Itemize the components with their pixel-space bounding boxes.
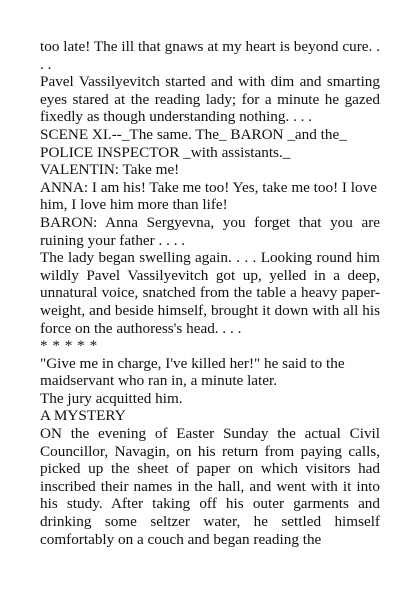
- paragraph-give-me-in-charge: "Give me in charge, I've killed her!" he said to the maidservant who ran in, a minute later.: [40, 354, 345, 390]
- paragraph-baron-line: BARON: Anna Sergyevna, you forget that you are ruining your father . . . .: [40, 213, 380, 249]
- paragraph-jury-acquitted: The jury acquitted him.: [40, 389, 183, 407]
- paragraph-lady-swelling: The lady began swelling again. . . . Looking round him wildly Pavel Vassilyevitch got up, yelled in a deep, unnatural voice, snatched from the table a heavy paper-weight, and beside himself, brought it down with all his force on the authoress's head. . . .: [40, 249, 380, 337]
- paragraph-scene-xi: SCENE XI.--_The same. The_ BARON _and the_ POLICE INSPECTOR _with assistants._: [40, 125, 347, 161]
- paragraph-anna-line: ANNA: I am his! Take me too! Yes, take me too! I love him, I love him more than life!: [40, 178, 377, 214]
- paragraph-easter-sunday: ON the evening of Easter Sunday the actual Civil Councillor, Navagin, on his return from paying calls, picked up the sheet of paper on which visitors had inscribed their names in the hall, and went with it into his study. After taking off his outer garments and drinking some seltzer water, he settled himself comfortably on a couch and began reading the: [40, 425, 380, 548]
- paragraph-pavel-started: Pavel Vassilyevitch started and with dim and smarting eyes stared at the reading lady; for a minute he gazed fixedly as though understanding nothing. . . .: [40, 73, 380, 126]
- story-title-a-mystery: A MYSTERY: [40, 407, 126, 425]
- document-page: [40, 38, 380, 548]
- paragraph-valentin-line: VALENTIN: Take me!: [40, 161, 180, 179]
- paragraph-too-late: too late! The ill that gnaws at my heart is beyond cure. . . .: [40, 38, 380, 73]
- section-break-stars: * * * * *: [40, 337, 98, 355]
